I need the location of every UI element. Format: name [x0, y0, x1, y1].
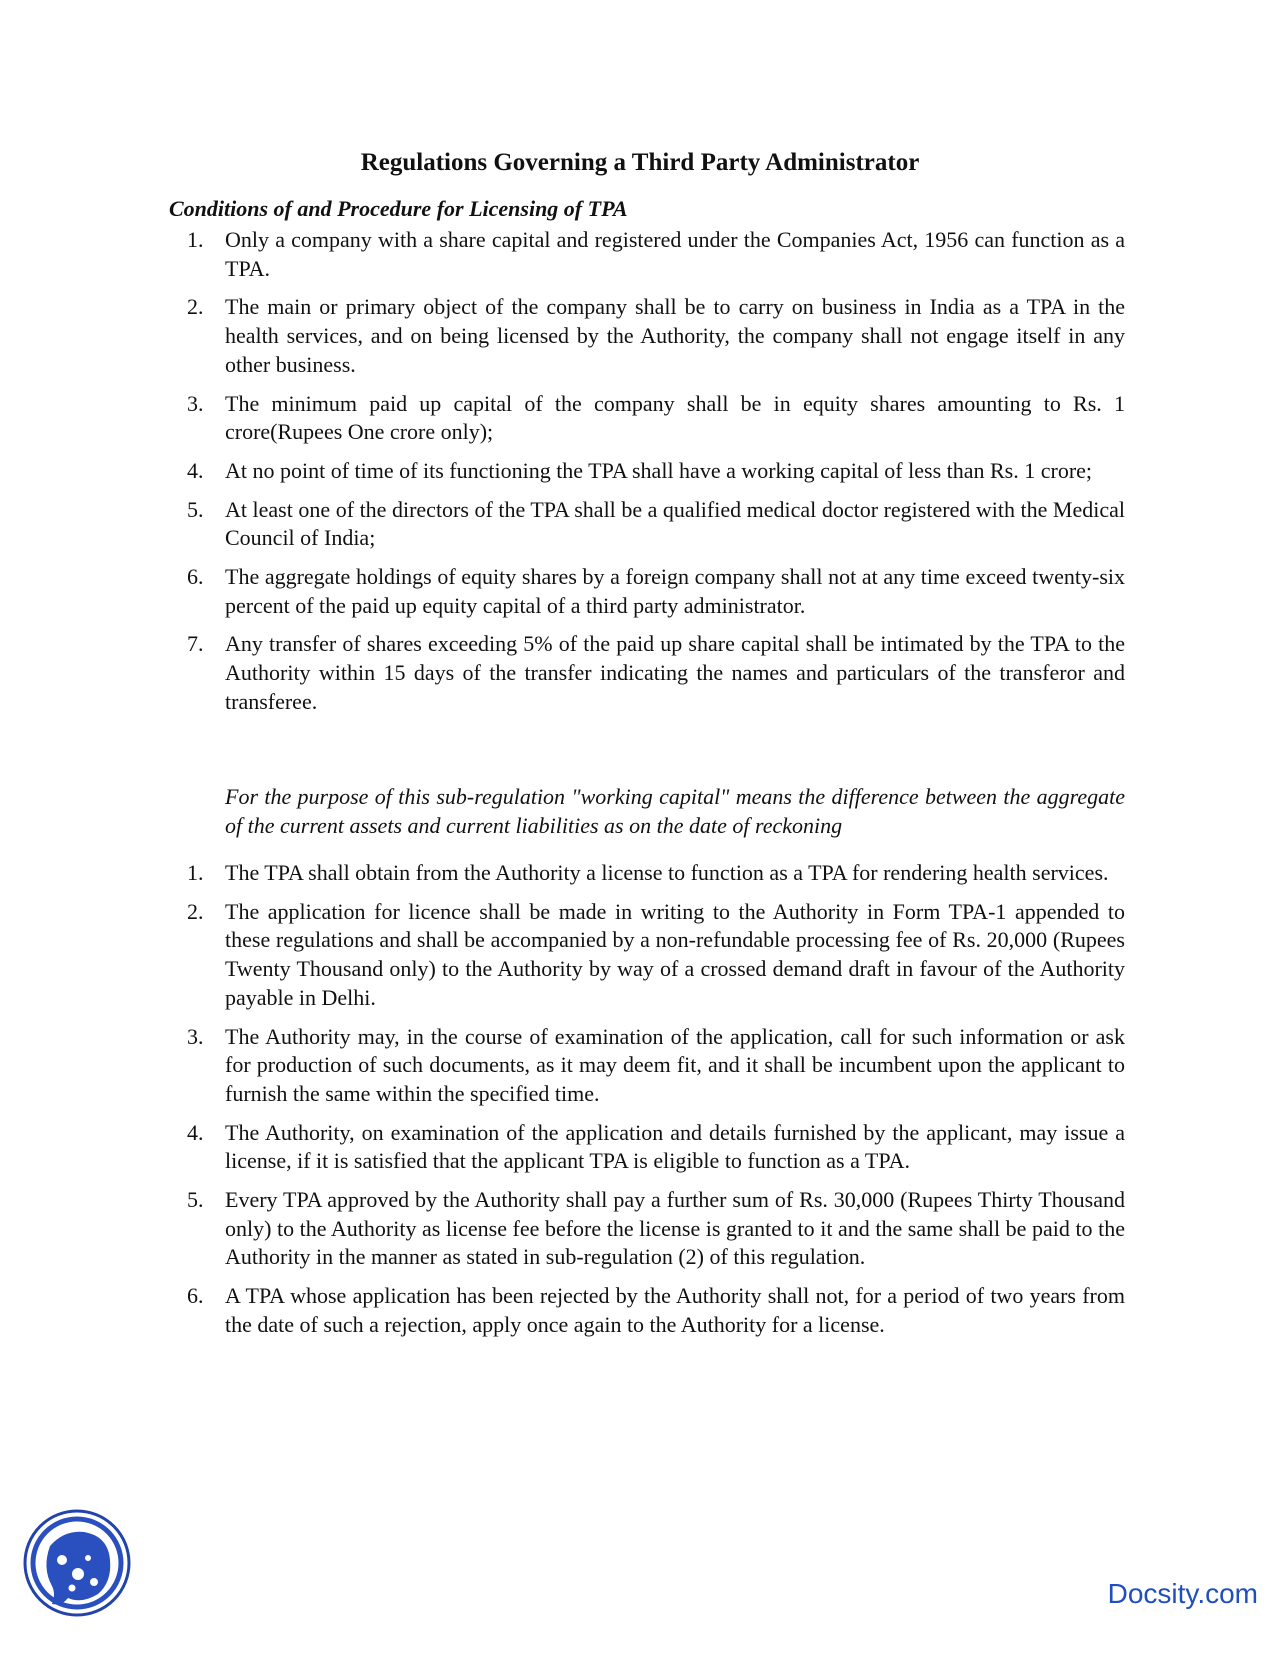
list-item	[169, 859, 1125, 888]
list-item-number: 6.	[187, 564, 204, 590]
list-item-number: 3.	[187, 1023, 204, 1049]
list-item-text: The main or primary object of the company shall be to carry on business in India as a TPA in the health services, and on being licensed by the Authority, the company shall not engage itself in any other business.	[225, 294, 1125, 377]
list-item-text: The Authority, on examination of the application and details furnished by the applicant, may issue a license, if it is satisfied that the applicant TPA is eligible to function as a TPA.	[225, 1119, 1125, 1174]
numbered-list-conditions	[169, 226, 1125, 717]
list-item-number: 2.	[187, 294, 204, 320]
list-item-number: 6.	[187, 1283, 204, 1309]
list-item	[169, 1119, 1125, 1176]
list-item	[169, 1282, 1125, 1339]
list-item	[169, 1186, 1125, 1272]
list-item-text: The minimum paid up capital of the company shall be in equity shares amounting to Rs. 1 crore(Rupees One crore only);	[225, 390, 1125, 445]
list-item-text: At least one of the directors of the TPA shall be a qualified medical doctor registered with the Medical Council of India;	[225, 496, 1125, 551]
docsity-logo-icon[interactable]	[22, 1508, 132, 1618]
list-item	[169, 390, 1125, 447]
working-capital-note: For the purpose of this sub-regulation "working capital" means the difference between the aggregate of the current assets and current liabilities as on the date of reckoning	[225, 784, 1125, 838]
list-item-number: 7.	[187, 631, 204, 657]
list-item-number: 3.	[187, 390, 204, 416]
numbered-list-procedure	[169, 859, 1125, 1340]
list-item-number: 2.	[187, 898, 204, 924]
list-item-number: 1.	[187, 860, 204, 885]
list-item-text: The application for licence shall be made in writing to the Authority in Form TPA-1 appended to these regulations and shall be accompanied by a non-refundable processing fee of Rs. 20,000 (Rupees Twenty Thousand only) to the Authority by way of a crossed demand draft in favour of the Authority payable in Delhi.	[225, 898, 1125, 1010]
list-item-text: Only a company with a share capital and registered under the Companies Act, 1956 can function as a TPA.	[225, 227, 1125, 281]
list-item-text: The TPA shall obtain from the Authority a license to function as a TPA for rendering health services.	[225, 860, 1109, 885]
list-item-number: 5.	[187, 496, 204, 522]
list-item-text: A TPA whose application has been rejected by the Authority shall not, for a period of two years from the date of such a rejection, apply once again to the Authority for a license.	[225, 1283, 1125, 1337]
list-item	[169, 457, 1125, 486]
list-item-text: The Authority may, in the course of examination of the application, call for such information or ask for production of such documents, as it may deem fit, and it shall be incumbent upon the applicant to furnish the same within the specified time.	[225, 1023, 1125, 1106]
list-item-number: 5.	[187, 1187, 204, 1213]
list-item	[169, 496, 1125, 553]
docsity-brand-link[interactable]: Docsity.com	[1107, 1578, 1258, 1609]
docsity-logo-graphic	[22, 1508, 132, 1618]
list-item	[169, 630, 1125, 716]
page-title: Regulations Governing a Third Party Administrator	[360, 149, 920, 176]
list-item-number: 4.	[187, 457, 204, 483]
list-item-number: 4.	[187, 1119, 204, 1145]
list-item	[169, 226, 1125, 283]
list-item	[169, 1023, 1125, 1109]
list-item	[169, 898, 1125, 1013]
list-item-text: Every TPA approved by the Authority shall pay a further sum of Rs. 30,000 (Rupees Thirty Thousand only) to the Authority as license fee before the license is granted to it and the same shall be paid to the Authority in the manner as stated in sub-regulation (2) of this regulation.	[225, 1187, 1125, 1270]
list-item-text: Any transfer of shares exceeding 5% of the paid up share capital shall be intimated by the TPA to the Authority within 15 days of the transfer indicating the names and particulars of the transferor and transferee.	[225, 631, 1125, 714]
list-item-number: 1.	[187, 227, 204, 252]
list-item	[169, 563, 1125, 620]
list-item-text: The aggregate holdings of equity shares by a foreign company shall not at any time exceed twenty-six percent of the paid up equity capital of a third party administrator.	[225, 564, 1125, 618]
section-heading: Conditions of and Procedure for Licensing of TPA	[169, 196, 628, 221]
list-item-text: At no point of time of its functioning the TPA shall have a working capital of less than Rs. 1 crore;	[225, 457, 1093, 483]
list-item	[169, 293, 1125, 379]
